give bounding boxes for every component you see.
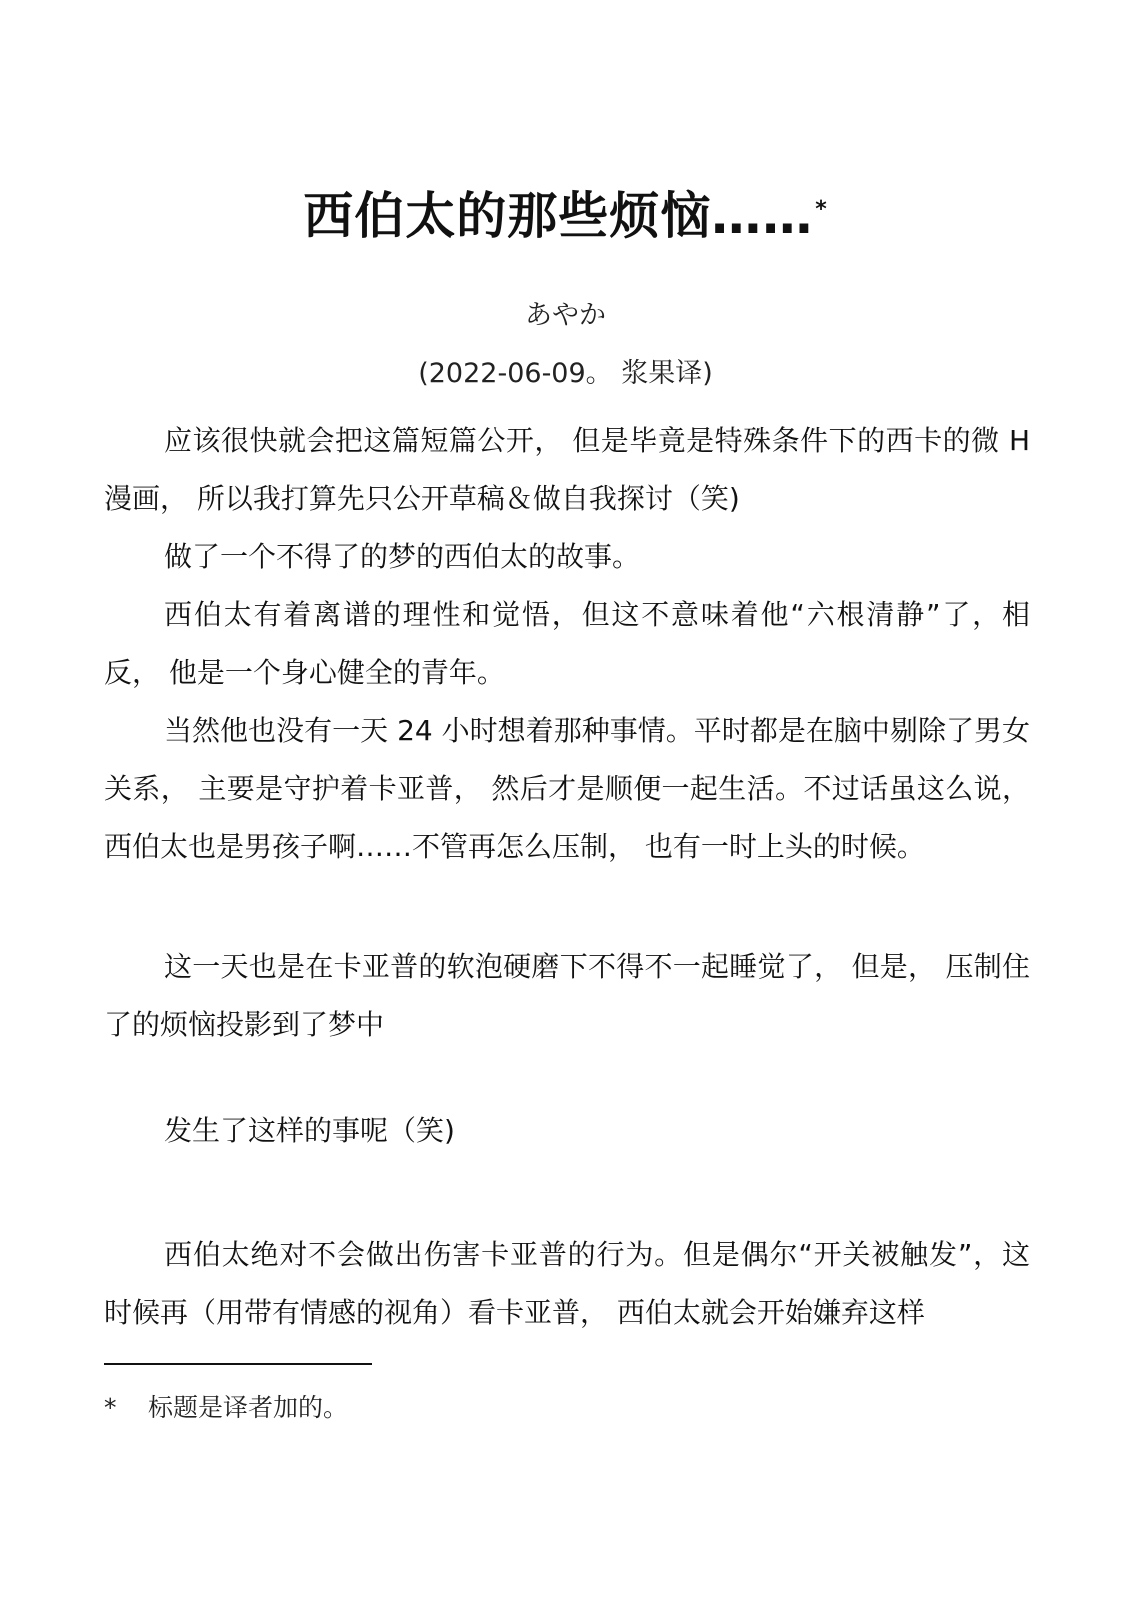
body-block-last — [104, 1226, 1030, 1342]
footnote-mark: * — [104, 1393, 117, 1422]
paragraph: 做了一个不得了的梦的西伯太的故事。 — [164, 540, 641, 573]
paragraph: 发生了这样的事呢（笑) — [164, 1114, 455, 1147]
title-footnote-mark: * — [815, 197, 828, 222]
paragraph: 应该很快就会把这篇短篇公开， 但是毕竟是特殊条件下的西卡的微 H 漫画， 所以我打算先只公开草稿＆做自我探讨（笑) — [104, 424, 1030, 515]
date-translator-line: (2022-06-09。 浆果译) — [418, 358, 713, 389]
title-text: 西伯太的那些烦恼…… — [303, 187, 814, 245]
body-block-main — [104, 586, 1030, 876]
body-block-aside — [104, 1102, 1030, 1160]
body-block-dream — [104, 938, 1030, 1054]
paragraph: 当然他也没有一天 24 小时想着那种事情。平时都是在脑中剔除了男女关系， 主要是守护着卡亚普， 然后才是顺便一起生活。不过话虽这么说， 西伯太也是男孩子啊……不管再怎么压制， 也有一时上头的时候。 — [104, 714, 1030, 863]
paragraph: 这一天也是在卡亚普的软泡硬磨下不得不一起睡觉了， 但是， 压制住了的烦恼投影到了梦中 — [104, 950, 1030, 1041]
paragraph: 西伯太有着离谱的理性和觉悟，但这不意味着他“六根清静”了，相反， 他是一个身心健全的青年。 — [104, 598, 1030, 689]
body-block-intro — [104, 412, 1030, 586]
footnote-divider — [104, 1363, 372, 1365]
author-name: あやか — [525, 300, 606, 331]
footnote-text: 标题是译者加的。 — [148, 1393, 349, 1422]
footnote — [104, 1388, 348, 1428]
page-title — [0, 186, 1131, 246]
paragraph: 西伯太绝对不会做出伤害卡亚普的行为。但是偶尔“开关被触发”，这时候再（用带有情感的视角）看卡亚普， 西伯太就会开始嫌弃这样 — [104, 1238, 1030, 1329]
